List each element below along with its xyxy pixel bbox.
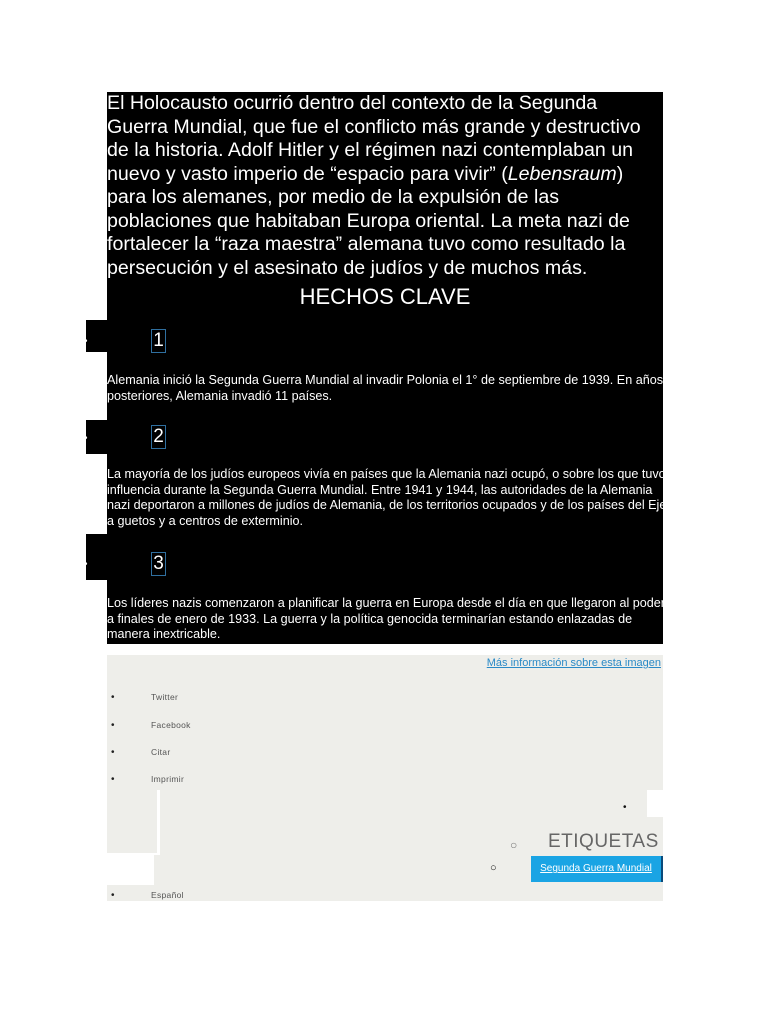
share-facebook[interactable]: [111, 720, 191, 731]
language-selector[interactable]: [111, 890, 184, 901]
share-twitter[interactable]: [111, 692, 178, 703]
black-panel-facts: [86, 320, 663, 352]
tags-bullet: •: [623, 802, 627, 813]
fact-2-text: La mayoría de los judíos europeos vivía en países que la Alemania nazi ocupó, o sobre los que tuvo influencia durante la Segunda Guerra Mundial. Entre 1941 y 1944, las autoridades de la Alemania nazi deportaron a millones de judíos de Alemania, de los territorios ocupados y de los países del Eje a guetos y a centros de exterminio.: [107, 467, 667, 528]
fact-2-bullet: •: [84, 433, 88, 444]
share-print[interactable]: [111, 774, 184, 785]
share-print-bullet: •: [111, 774, 115, 785]
black-panel-facts2: [86, 420, 663, 454]
more-info-image-link[interactable]: Más información sobre esta imagen: [486, 657, 661, 669]
intro-paragraph: [107, 92, 663, 280]
tags-heading-circle: ○: [510, 838, 518, 852]
intro-text-2: ) para los alemanes, por medio de la expulsión de las poblaciones que habitaban Europa oriental. La meta nazi de fortalecer la “raza maestra” alemana tuvo como resultado la persecución y el asesinato de judíos y de muchos más.: [107, 162, 630, 279]
key-facts-title: HECHOS CLAVE: [299, 284, 471, 309]
language-bullet: •: [111, 890, 115, 901]
share-cite[interactable]: [111, 747, 170, 758]
share-facebook-bullet: •: [111, 720, 115, 731]
language-panel: [107, 885, 663, 901]
intro-emphasis: Lebensraum: [507, 162, 617, 185]
share-facebook-label[interactable]: Facebook: [151, 720, 191, 730]
language-label[interactable]: Español: [151, 890, 184, 900]
share-cite-label[interactable]: Citar: [151, 747, 171, 757]
fact-3-text: Los líderes nazis comenzaron a planificar la guerra en Europa desde el día en que llegaron al poder a finales de enero de 1933. La guerra y la política genocida terminarían estando enlazadas de manera inextricable.: [107, 596, 665, 641]
tag-item-circle: ○: [490, 862, 497, 874]
fact-1-text: Alemania inició la Segunda Guerra Mundial al invadir Polonia el 1° de septiembre de 1939. En años posteriores, Alemania invadió 11 países.: [107, 373, 664, 403]
fact-2-number[interactable]: 2: [151, 425, 166, 449]
fact-3-bullet: •: [84, 559, 88, 570]
tags-panel-right: [107, 787, 157, 853]
tags-panel-left: [160, 787, 647, 817]
tags-heading: ETIQUETAS: [548, 831, 659, 852]
tag-segunda-guerra-mundial[interactable]: Segunda Guerra Mundial: [531, 856, 663, 882]
share-twitter-bullet: •: [111, 692, 115, 703]
share-cite-bullet: •: [111, 747, 115, 758]
fact-3-number[interactable]: 3: [151, 552, 166, 576]
black-panel-facts3: [86, 534, 663, 580]
fact-1-number[interactable]: 1: [151, 329, 166, 353]
fact-1-bullet: •: [84, 336, 88, 347]
intro-text-1: El Holocausto ocurrió dentro del contexto de la Segunda Guerra Mundial, que fue el conflicto más grande y destructivo de la historia. Adolf Hitler y el régimen nazi contemplaban un nuevo y vasto imperio de “espacio para vivir” (: [107, 92, 641, 185]
share-twitter-label[interactable]: Twitter: [151, 692, 179, 702]
share-print-label[interactable]: Imprimir: [151, 774, 185, 784]
